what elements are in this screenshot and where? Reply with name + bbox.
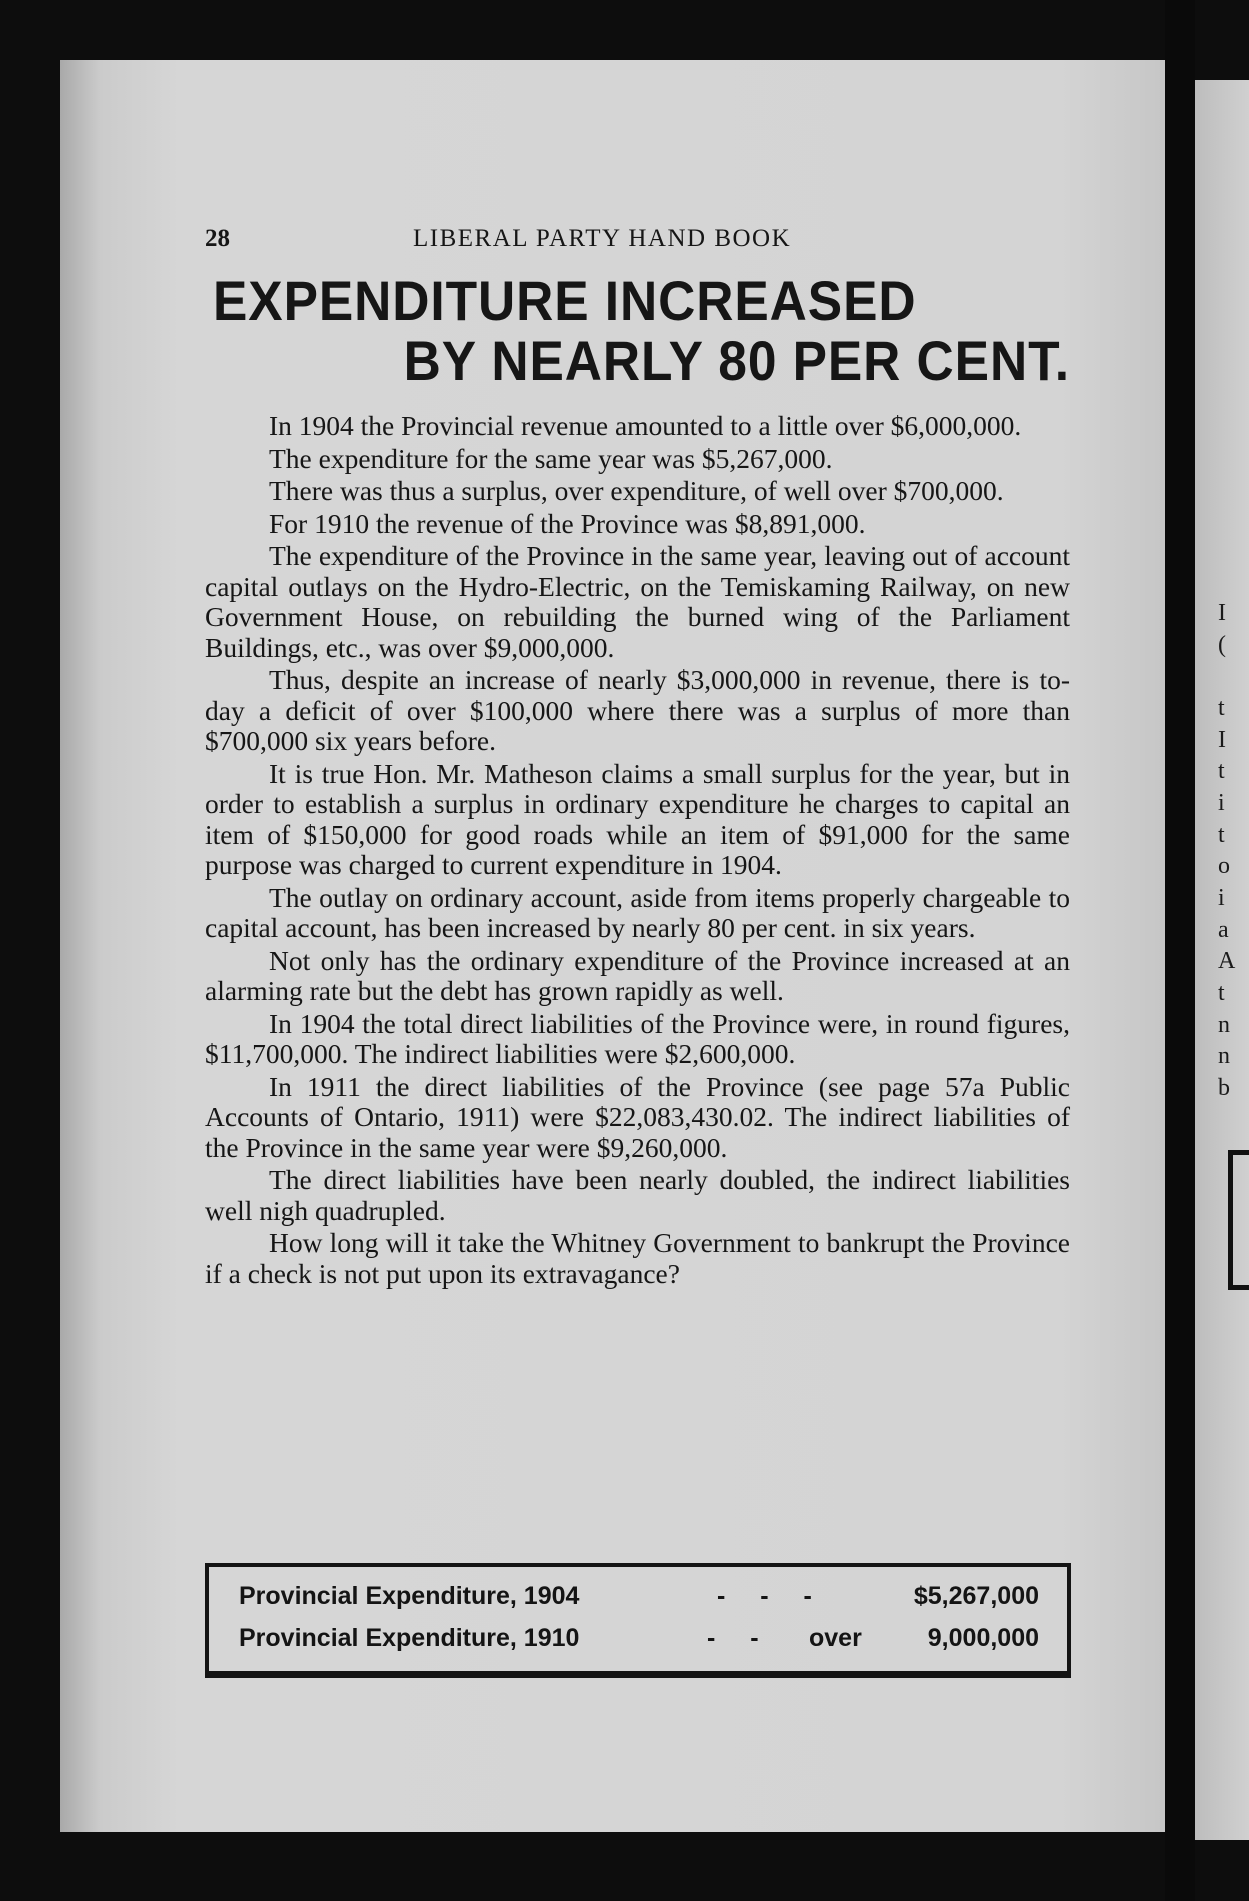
paragraph: The direct liabilities have been nearly doubled, the indirect liabilities well nigh quadrupled. [205, 1164, 1070, 1226]
fragment: t [1218, 822, 1225, 848]
paragraph: Thus, despite an increase of nearly $3,000,000 in revenue, there is to-day a deficit of over $100,000 where there was a surplus of more than $700,000 six years before. [205, 664, 1070, 756]
fragment: n [1218, 1012, 1230, 1038]
headline-line-2: BY NEARLY 80 PER CENT. [403, 329, 1070, 392]
fragment: i [1218, 790, 1225, 816]
paragraph: In 1904 the Provincial revenue amounted to a little over $6,000,000. [269, 410, 1022, 441]
paragraph: There was thus a surplus, over expenditure, of well over $700,000. [269, 475, 1004, 506]
paragraph: The outlay on ordinary account, aside from items properly chargeable to capital account, has been increased by nearly 80 per cent. in six years. [205, 881, 1070, 943]
fragment: ( [1218, 632, 1226, 658]
fragment: o [1218, 853, 1230, 879]
fragment: t [1218, 980, 1225, 1006]
running-head [205, 225, 1070, 261]
fragment: t [1218, 695, 1225, 721]
fragment: a [1218, 917, 1229, 943]
paragraph: In 1904 the total direct liabilities of the Province were, in round figures, $11,700,000. The indirect liabilities were $2,600,000. [205, 1007, 1070, 1069]
page-number: 28 [205, 225, 230, 252]
paragraph: In 1911 the direct liabilities of the Province (see page 57a Public Accounts of Ontario, 1911) were $22,083,430.02. The indirect liabilities of the Province in the same year were $9,260,000. [205, 1070, 1070, 1163]
summary-leader-dashes: - - [707, 1624, 773, 1652]
fragment: A [1218, 948, 1236, 974]
fragment: b [1218, 1075, 1230, 1101]
fragment: t [1218, 758, 1225, 784]
paragraph: It is true Hon. Mr. Matheson claims a small surplus for the year, but in order to establish a surplus in ordinary expenditure he charges to capital an item of $150,000 for good roads while an item of $91,000 for the same purpose was charged to current expenditure in 1904. [205, 757, 1070, 880]
body-text [205, 411, 1070, 1289]
paragraph: The expenditure for the same year was $5,267,000. [269, 442, 833, 474]
expenditure-summary-box [205, 1563, 1071, 1678]
summary-amount: $5,267,000 [913, 1582, 1039, 1610]
fragment: i [1218, 885, 1225, 911]
paragraph: How long will it take the Whitney Government to bankrupt the Province if a check is not put upon its extravagance? [205, 1227, 1070, 1289]
summary-leader-dashes: - - - [717, 1582, 826, 1610]
summary-qualifier: over [809, 1624, 862, 1652]
paragraph: The expenditure of the Province in the same year, leaving out of account capital outlays on the Hydro-Electric, on the Temiskaming Railway, on new Government House, on rebuilding the burned wing of the Parliament Buildings, etc., was over $9,000,000. [205, 540, 1070, 663]
paragraph: For 1910 the revenue of the Province was $8,891,000. [269, 507, 866, 539]
page-content [205, 225, 1070, 1291]
headline-line-1: EXPENDITURE INCREASED [213, 269, 917, 332]
paragraph: Not only has the ordinary expenditure of the Province increased at an alarming rate but the debt has grown rapidly as well. [205, 944, 1070, 1006]
fragment: I [1218, 600, 1226, 626]
summary-row-1910 [239, 1624, 1039, 1658]
fragment: n [1218, 1043, 1230, 1069]
summary-label: Provincial Expenditure, 1904 [239, 1582, 580, 1610]
summary-amount: 9,000,000 [927, 1624, 1039, 1652]
fragment: I [1218, 727, 1226, 753]
adjacent-page-box-edge [1228, 1150, 1249, 1290]
summary-row-1904 [239, 1582, 1039, 1616]
book-title: LIBERAL PARTY HAND BOOK [413, 225, 792, 252]
summary-label: Provincial Expenditure, 1910 [239, 1624, 580, 1652]
page-gutter [1165, 0, 1195, 1901]
